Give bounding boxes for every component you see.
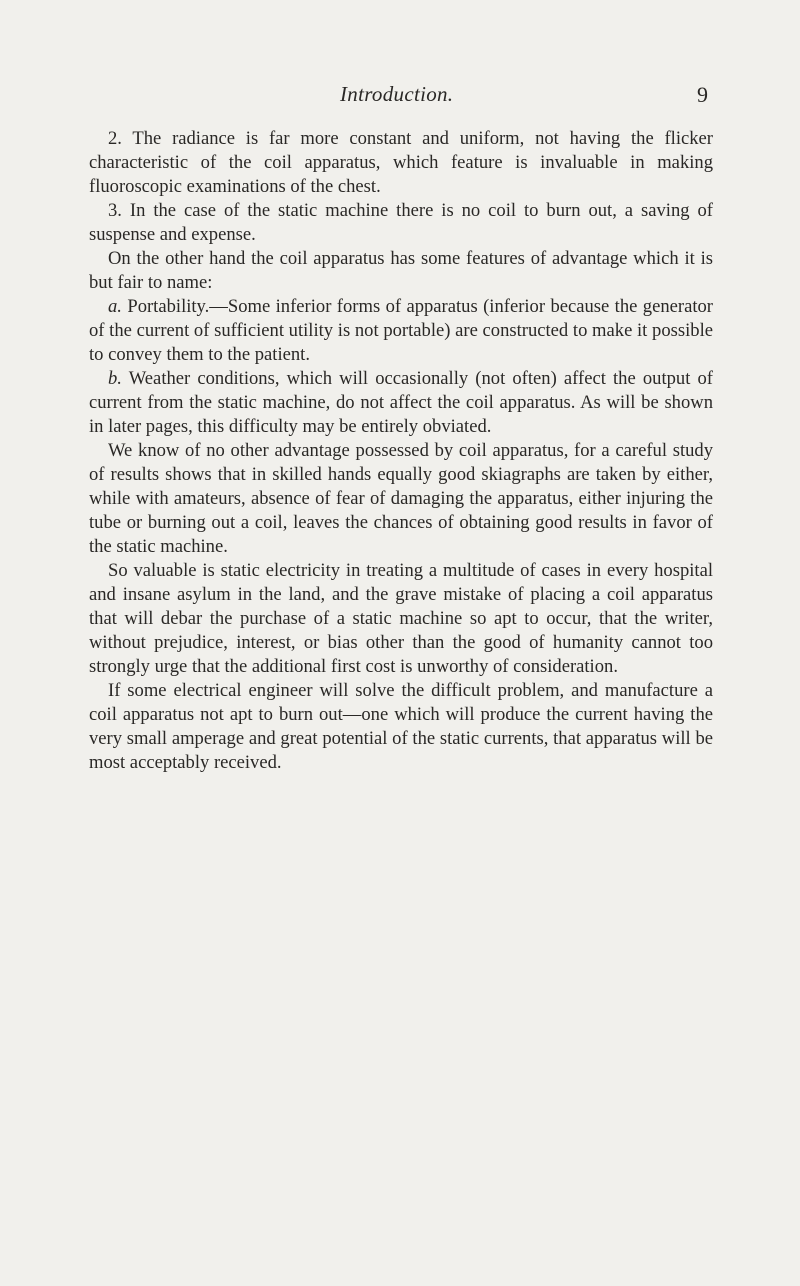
paragraph-radiance: 2. The radiance is far more constant and uniform, not having the flicker characteristic of the coil apparatus, which feature is invaluable in making fluoroscopic examinations of the chest. [89,128,713,197]
running-title: Introduction. [340,82,454,106]
paragraph-coil-burn: 3. In the case of the static machine there is no coil to burn out, a saving of suspense and expense. [89,200,713,245]
body-text [89,127,713,775]
paragraph-weather: b. Weather conditions, which will occasionally (not often) affect the output of current from the static machine, do not affect the coil apparatus. As will be shown in later pages, this difficulty may be entirely obviated. [89,368,713,437]
paragraph-no-other-advantage: We know of no other advantage possessed by coil apparatus, for a careful study of results shows that in skilled hands equally good skiagraphs are taken by either, while with amateurs, absence of fear of damaging the apparatus, either injuring the tube or burning out a coil, leaves the chances of obtaining good results in favor of the static machine. [89,440,713,557]
running-head [0,82,800,112]
page-number: 9 [697,82,708,107]
paragraph-engineer: If some electrical engineer will solve the difficult problem, and manufacture a coil apparatus not apt to burn out—one which will produce the current having the very small amperage and great potential of the static currents, that apparatus will be most acceptably received. [89,680,713,773]
item-marker-a: a. [108,296,122,317]
item-marker-b: b. [108,368,122,389]
paragraph-static-valuable: So valuable is static electricity in treating a multitude of cases in every hospital and insane asylum in the land, and the grave mistake of placing a coil apparatus that will debar the purchase of a static machine so apt to occur, that the writer, without prejudice, interest, or bias other than the good of humanity cannot too strongly urge that the additional first cost is unworthy of consideration. [89,560,713,677]
paragraph-portability: a. Portability.—Some inferior forms of apparatus (inferior because the generator of the current of sufficient utility is not portable) are constructed to make it possible to convey them to the patient. [89,296,713,365]
paragraph-coil-advantages: On the other hand the coil apparatus has some features of advantage which it is but fair to name: [89,248,713,293]
